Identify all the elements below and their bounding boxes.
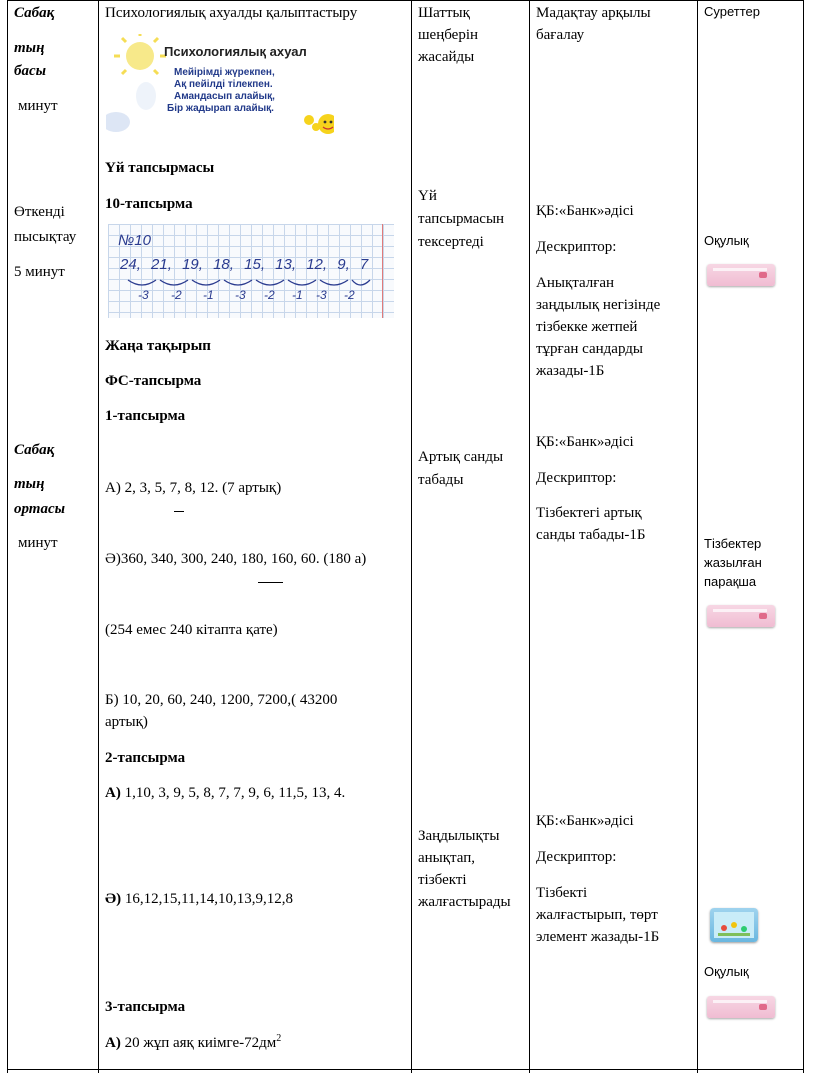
assessment-method: ҚБ:«Банк»әдісі <box>536 813 634 829</box>
notebook-number: 18 <box>213 256 230 273</box>
extra-number-activity: Артық санды <box>418 449 504 465</box>
notebook-number: 12 <box>306 256 323 273</box>
banner-title: Психологиялық ахуал <box>164 44 307 59</box>
descriptor-label: Дескриптор: <box>536 470 617 486</box>
notebook-number: 19 <box>182 256 199 273</box>
table-column-divider <box>697 0 698 1073</box>
table-border-left <box>7 0 8 1073</box>
textbook-cover-image <box>710 908 758 942</box>
descriptor-text: Тізбекті <box>536 885 588 901</box>
resource-label: Тізбектер <box>704 536 762 551</box>
table-column-divider <box>98 0 99 1073</box>
notebook-photo: №10 24, 21, 19, 18, 15, 13, 12, 9, 7 -3 -2 -1 -3 -2 -1 -3 -2 <box>108 224 394 318</box>
table-border-right <box>803 0 804 1073</box>
table-column-divider <box>529 0 530 1073</box>
task2-title: 2-тапсырма <box>105 750 186 766</box>
assessment-header: Мадақтау арқылы <box>536 5 651 21</box>
resource-label: Оқулық <box>704 233 749 248</box>
task1-note: (254 емес 240 кітапта қате) <box>105 622 278 638</box>
lesson-start-label: басы <box>14 63 47 79</box>
resource-label: Оқулық <box>704 964 749 979</box>
descriptor-text: тұрған сандарды <box>536 341 643 357</box>
task1-item-ae: Ә)360, 340, 300, 240, 180, 160, 60. (180 а) <box>105 551 367 567</box>
underline-mark <box>174 511 184 512</box>
review-label: Өткенді <box>14 204 65 220</box>
assessment-method: ҚБ:«Банк»әдісі <box>536 434 634 450</box>
lesson-middle-label: Сабақ <box>14 442 55 458</box>
textbook-cover-illustration <box>710 908 758 942</box>
descriptor-text: Анықталған <box>536 275 615 291</box>
notebook-number: 15 <box>244 256 261 273</box>
notebook-diff: -1 <box>203 288 214 302</box>
descriptor-text: жалғастырып, төрт <box>536 907 658 923</box>
assessment-method: ҚБ:«Банк»әдісі <box>536 203 634 219</box>
notebook-diff: -3 <box>235 288 246 302</box>
resource-card-image <box>707 605 775 627</box>
resource-label: жазылған <box>704 555 762 570</box>
lesson-middle-label: тың <box>14 476 45 492</box>
table-border-top <box>7 0 803 1</box>
pattern-activity: анықтап, <box>418 850 476 866</box>
task1-item-b: Б) 10, 20, 60, 240, 1200, 7200,( 43200 <box>105 692 338 708</box>
banner-line: Ақ пейілді тілекпен. <box>174 79 273 90</box>
activity-header: жасайды <box>418 49 475 65</box>
table-column-divider <box>411 0 412 1073</box>
lesson-middle-minutes: минут <box>18 535 58 551</box>
review-minutes: 5 минут <box>14 264 65 280</box>
pictures-header: Суреттер <box>704 4 760 19</box>
notebook-number: 9 <box>337 256 346 273</box>
descriptor-text: жазады-1Б <box>536 363 605 379</box>
psych-climate-banner <box>106 34 334 138</box>
descriptor-text: Тізбектегі артық <box>536 505 642 521</box>
descriptor-label: Дескриптор: <box>536 849 617 865</box>
task2-item-ae <box>105 888 293 911</box>
homework-title: Үй тапсырмасы <box>105 160 215 176</box>
task3-title: 3-тапсырма <box>105 999 186 1015</box>
resource-card-image <box>707 996 775 1018</box>
task2-item-a <box>105 782 345 805</box>
lesson-middle-label: ортасы <box>14 501 66 517</box>
lesson-start-label: Сабақ <box>14 5 55 21</box>
fs-task-title: ФС-тапсырма <box>105 373 202 389</box>
extra-number-activity: табады <box>418 472 464 488</box>
lesson-start-minutes: минут <box>18 98 58 114</box>
descriptor-text: санды табады-1Б <box>536 527 646 543</box>
new-topic-title: Жаңа тақырып <box>105 338 211 354</box>
descriptor-text: элемент жазады-1Б <box>536 929 660 945</box>
activity-header: шеңберін <box>418 27 479 43</box>
assessment-header: бағалау <box>536 27 585 43</box>
task1-title: 1-тапсырма <box>105 408 186 424</box>
item-label: А) <box>105 1035 121 1051</box>
banner-line: Бір жадырап алайық. <box>167 103 274 114</box>
psych-climate-header: Психологиялық ахуалды қалыптастыру <box>105 5 358 21</box>
notebook-number: 21 <box>151 256 168 273</box>
item-text: 16,12,15,11,14,10,13,9,12,8 <box>121 891 294 907</box>
notebook-label: №10 <box>118 232 151 249</box>
task10-title: 10-тапсырма <box>105 196 193 212</box>
table-border-bottom <box>7 1069 803 1070</box>
notebook-diff: -2 <box>171 288 182 302</box>
descriptor-text: тізбекке жетпей <box>536 319 638 335</box>
notebook-diff: -2 <box>264 288 275 302</box>
notebook-number: 7 <box>359 256 369 273</box>
descriptor-label: Дескриптор: <box>536 239 617 255</box>
task1-item-a: А) 2, 3, 5, 7, 8, 12. (7 артық) <box>105 480 282 496</box>
item-text: 1,10, 3, 9, 5, 8, 7, 7, 9, 6, 11,5, 13, 4. <box>120 785 346 801</box>
banner-line: Мейірімді жүрекпен, <box>174 67 275 78</box>
item-label: А) <box>105 785 121 801</box>
pattern-activity: жалғастырады <box>418 894 511 910</box>
item-text: 20 жұп аяқ киімге-72дм <box>120 1035 277 1051</box>
notebook-diff: -2 <box>344 288 355 302</box>
item-label: Ә) <box>105 891 122 907</box>
notebook-diff: -3 <box>138 288 149 302</box>
task3-item-a <box>105 1031 281 1055</box>
resource-card-image <box>707 264 775 286</box>
pattern-activity: Заңдылықты <box>418 828 500 844</box>
review-label: пысықтау <box>14 229 77 245</box>
task1-item-b: артық) <box>105 714 148 730</box>
notebook-number: 24 <box>120 256 137 273</box>
notebook-diff: -3 <box>316 288 327 302</box>
activity-header: Шаттық <box>418 5 470 21</box>
pattern-activity: тізбекті <box>418 872 467 888</box>
notebook-diff: -1 <box>292 288 303 302</box>
homework-check: тапсырмасын <box>418 211 505 227</box>
homework-check: Үй <box>418 188 437 204</box>
resource-label: парақша <box>704 574 757 589</box>
lesson-start-label: тың <box>14 40 45 56</box>
banner-line: Амандасып алайық, <box>174 91 275 102</box>
homework-check: тексертеді <box>418 234 484 250</box>
item-superscript: 2 <box>276 1033 282 1044</box>
underline-mark <box>258 582 283 583</box>
notebook-number: 13 <box>275 256 292 273</box>
descriptor-text: заңдылық негізінде <box>536 297 661 313</box>
